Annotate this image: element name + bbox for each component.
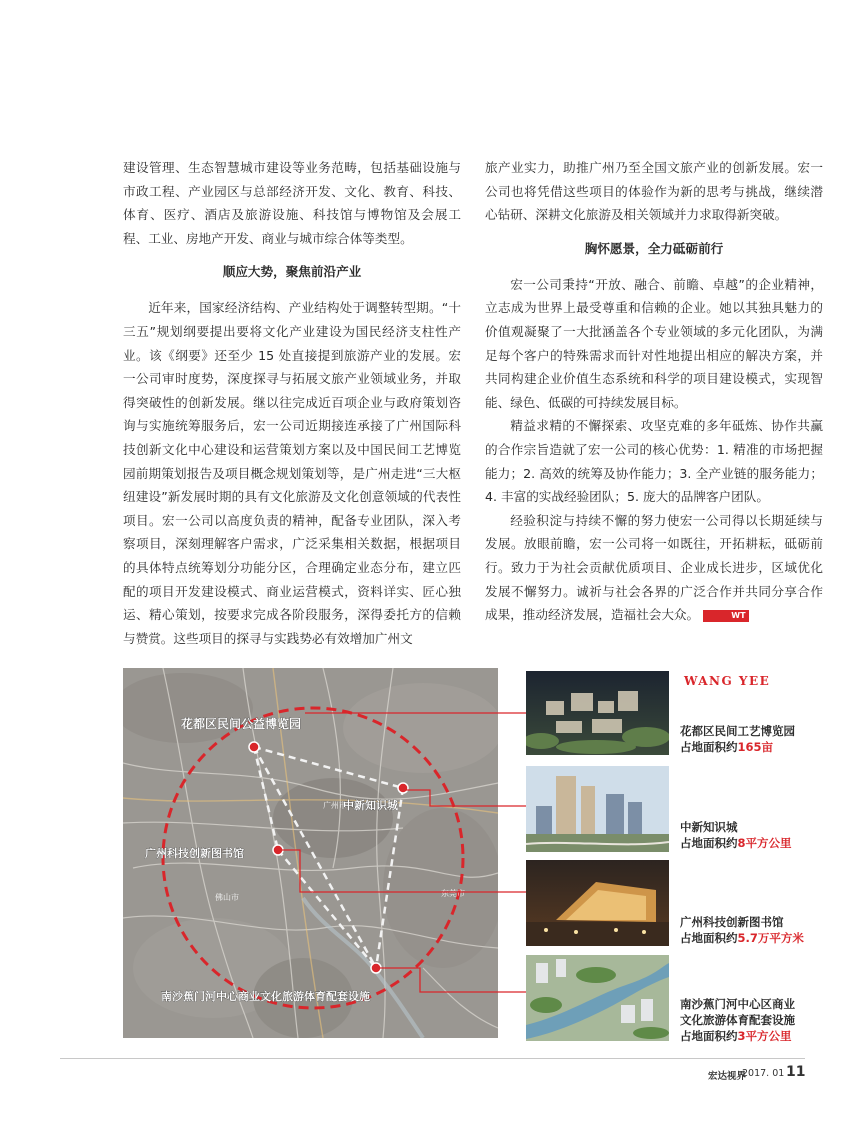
map-city-label: 广州市 [323, 801, 347, 810]
project-name: 花都区民间工艺博览园 [680, 724, 795, 738]
footer-magazine-title: 宏达视界 [708, 1071, 747, 1082]
article-paragraph: 旅产业实力，助推广州乃至全国文旅产业的创新发展。宏一公司也将凭借这些项目的体验作为新的思考与挑战，继续潜心钻研、深耕文化旅游及相关领域并力求取得新突破。 [485, 160, 823, 223]
area-value: 3平方公里 [737, 1029, 792, 1043]
brand-logo: WANG YEE [684, 674, 771, 688]
project-caption [680, 723, 860, 755]
map-city-label: 佛山市 [215, 893, 239, 902]
project-photo-library [526, 860, 669, 946]
article-paragraph-text: 经验积淀与持续不懈的努力使宏一公司得以长期延续与发展。放眼前瞻，宏一公司将一如既往，开拓耕耘，砥砺前行。致力于为社会贡献优质项目、企业成长进步，区域优化发展不懈努力。诚祈与社会各界的广泛合作并共同分享合作成果，推动经济发展，造福社会大众。 [485, 512, 823, 623]
article-paragraph: 近年来，国家经济结构、产业结构处于调整转型期。“十三五”规划纲要提出要将文化产业建设为国民经济支柱性产业。该《纲要》还至少 15 处直接提到旅游产业的发展。宏一公司审时度势，深度探寻与拓展文旅产业领域业务，并取得突破性的创新发展。继以往完成近百项企业与政府策划咨询与实施统筹服务后，宏一公司近期接连承接了广州国际科技创新文化中心建设和运营策划方案以及中国民间工艺博览园前期策划报告及项目概念规划策划等，是广州走进“三大枢纽建设”新发展时期的具有文化旅游及文化创意领域的代表性项目。宏一公司以高度负责的精神，配备专业团队，深入考察项目，深刻理解客户需求，广泛采集相关数据，根据项目的具体特点统筹划分功能分区，合理确定业态分布，建立匹配的项目开发建设模式、商业运营模式，资料详实、匠心独运、精心策划，按要求完成各阶段服务，深得委托方的信赖与赞赏。这些项目的探寻与实践势必有效增加广州文 [123, 300, 461, 646]
area-label: 占地面积约 [680, 836, 738, 850]
map-city-label: 东莞市 [441, 889, 465, 898]
project-area [680, 1028, 860, 1044]
area-label: 占地面积约 [680, 931, 738, 945]
map-label-library: 广州科技创新图书馆 [145, 847, 244, 860]
article-paragraph: 宏一公司秉持“开放、融合、前瞻、卓越”的企业精神，立志成为世界上最受尊重和信赖的企业。她以其独具魅力的价值观凝聚了一大批涵盖各个专业领域的多元化团队，为满足每个客户的特殊需求而针对性地提出相应的解决方案，并共同构建企业价值生态系统和科学的项目建设模式，实现智能、绿色、低碳的可持续发展目标。 [485, 276, 823, 410]
project-area [680, 930, 860, 946]
project-photo-nansha [526, 955, 669, 1041]
area-label: 占地面积约 [680, 740, 738, 754]
project-area [680, 739, 860, 755]
project-photo-huadu [526, 671, 669, 755]
area-value: 5.7万平方米 [737, 931, 804, 945]
map-label-nansha: 南沙蕉门河中心商业文化旅游体育配套设施 [161, 990, 370, 1003]
project-photo-zhongxin [526, 766, 669, 852]
map-label-zhongxin: 中新知识城 [343, 799, 398, 812]
project-caption [680, 996, 860, 1044]
article-paragraph: 精益求精的不懈探索、攻坚克难的多年砥炼、协作共赢的合作宗旨造就了宏一公司的核心优势：1. 精准的市场把握能力；2. 高效的统筹及协作能力；3. 全产业链的服务能力；4. 丰富的实战经验团队；5. 庞大的品牌客户团队。 [485, 418, 823, 505]
project-area [680, 835, 860, 851]
footer-issue-date: 2017. 01 [742, 1068, 785, 1079]
page-number: 11 [786, 1064, 806, 1080]
project-name: 广州科技创新图书馆 [680, 915, 784, 929]
section-heading: 顺应大势，聚焦前沿产业 [222, 264, 362, 280]
area-value: 8平方公里 [737, 836, 792, 850]
project-name: 南沙蕉门河中心区商业 [680, 997, 795, 1011]
area-label: 占地面积约 [680, 1029, 738, 1043]
area-value: 165亩 [737, 740, 774, 754]
project-name: 中新知识城 [680, 820, 738, 834]
project-caption [680, 914, 860, 946]
article-paragraph: 建设管理、生态智慧城市建设等业务范畴，包括基础设施与市政工程、产业园区与总部经济开发、文化、教育、科技、体育、医疗、酒店及旅游设施、科技馆与博物馆及会展工程、工业、房地产开发、商业与城市综合体等类型。 [123, 160, 461, 246]
project-caption [680, 819, 860, 851]
end-mark-logo: WT [703, 610, 748, 622]
footer-divider [60, 1058, 805, 1059]
project-name: 文化旅游体育配套设施 [680, 1013, 795, 1027]
section-heading: 胸怀愿景，全力砥砺前行 [584, 240, 724, 256]
map-label-huadu: 花都区民间公益博览园 [181, 717, 302, 731]
